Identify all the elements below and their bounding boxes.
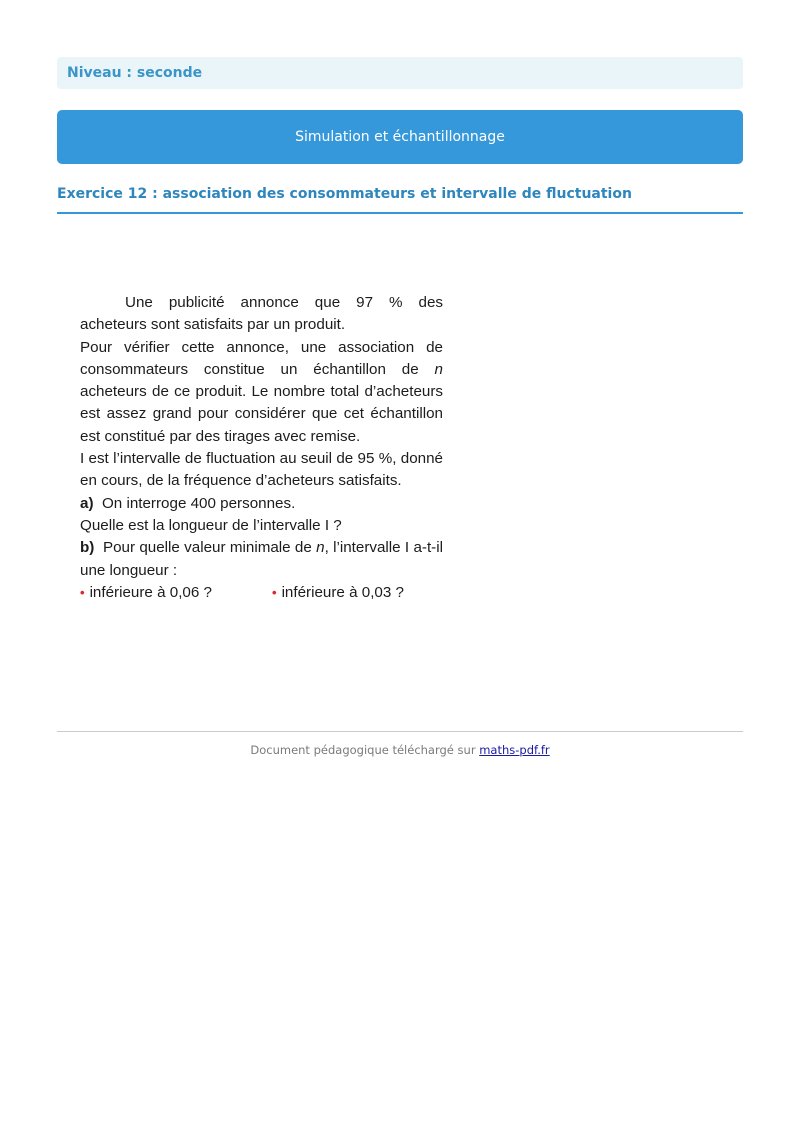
option-1-text: inférieure à 0,06 ? — [89, 583, 212, 601]
chapter-banner — [57, 110, 743, 164]
question-b-text-a: Pour quelle valeur minimale de — [102, 539, 317, 557]
intro-paragraph: Une publicité annonce que 97 % des acheteurs sont satisfaits par un produit. — [80, 294, 443, 334]
level-text: Niveau : seconde — [67, 65, 203, 81]
footer-link[interactable]: maths-pdf.fr — [479, 743, 550, 757]
option-1 — [80, 582, 272, 604]
answer-options — [80, 582, 443, 604]
footer-divider — [57, 731, 743, 732]
option-2-text: inférieure à 0,03 ? — [281, 583, 404, 601]
bullet-icon: • — [272, 584, 277, 600]
question-b-text-b: , l’intervalle I a-t-il une longueur : — [80, 539, 443, 579]
interval-paragraph: I est l’intervalle de fluctuation au seuil de 95 %, donné en cours, de la fréquence d’acheteurs satisfaits. — [80, 450, 443, 490]
footer-text: Document pédagogique téléchargé sur — [250, 743, 480, 757]
sample-text-a: Pour vérifier cette annonce, une association de consommateurs constitue un échantillon de — [80, 338, 443, 378]
footer — [57, 743, 743, 757]
sample-text-b: acheteurs de ce produit. Le nombre total d’acheteurs est assez grand pour considérer que cet échantillon est constitué par des tirages avec remise. — [80, 383, 443, 445]
question-b-label: b) — [80, 539, 95, 557]
question-a-text: On interroge 400 personnes. — [101, 494, 296, 512]
option-2 — [272, 582, 404, 604]
question-a-sub: Quelle est la longueur de l’intervalle I ? — [80, 516, 342, 534]
exercise-statement — [80, 292, 443, 604]
title-divider — [57, 212, 743, 214]
question-a-label: a) — [80, 494, 94, 512]
variable-n: n — [434, 360, 443, 378]
variable-n-b: n — [316, 539, 325, 557]
level-label — [57, 57, 743, 89]
chapter-title: Simulation et échantillonnage — [295, 129, 505, 145]
question-b — [80, 537, 443, 582]
exercise-title: Exercice 12 : association des consommateurs et intervalle de fluctuation — [57, 186, 632, 202]
question-a — [80, 493, 443, 515]
bullet-icon: • — [80, 584, 85, 600]
sample-paragraph — [80, 337, 443, 448]
